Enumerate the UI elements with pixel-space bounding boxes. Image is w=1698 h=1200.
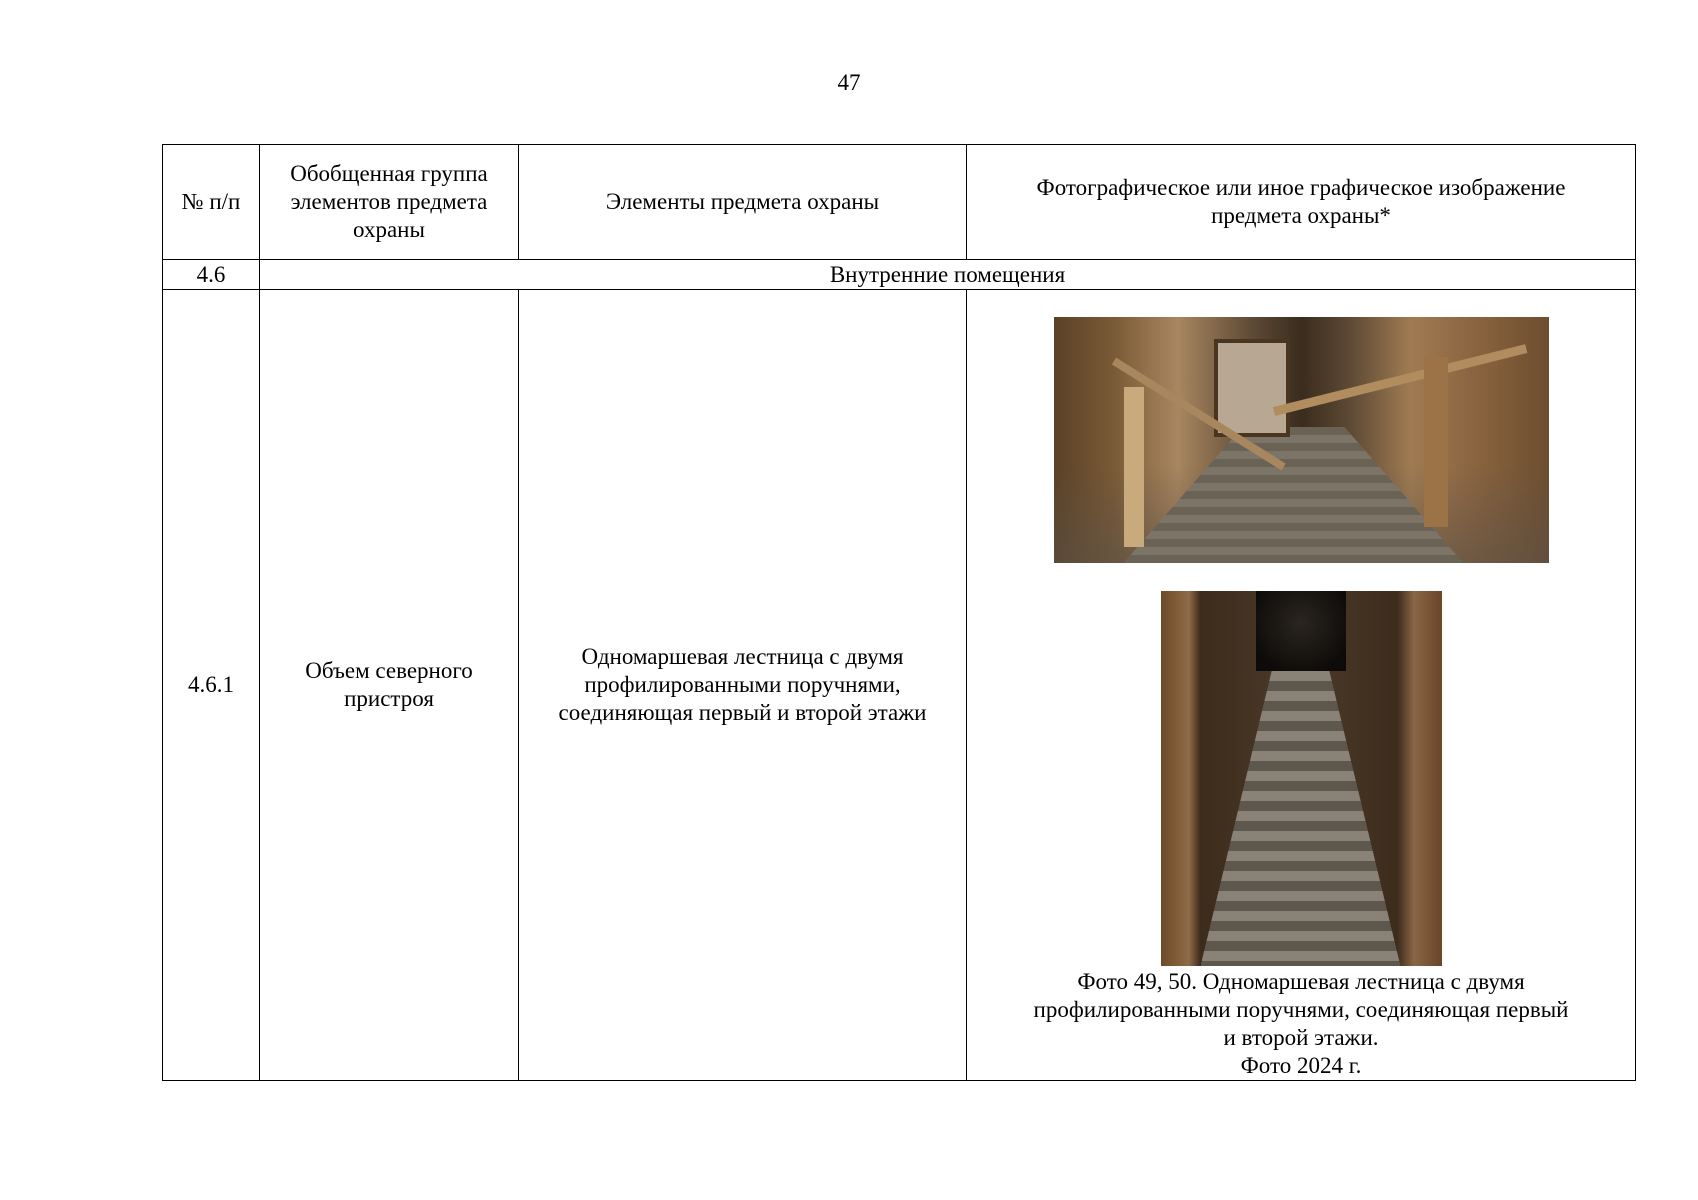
protection-elements-table	[162, 144, 1636, 1081]
section-number: 4.6	[163, 260, 260, 290]
header-group	[260, 145, 519, 260]
header-photo	[967, 145, 1636, 260]
caption-line: профилированными поручнями, соединяющая первый	[1033, 997, 1569, 1022]
section-row	[163, 260, 1636, 290]
section-title: Внутренние помещения	[260, 260, 1636, 290]
staircase-photo-top	[1054, 317, 1549, 563]
header-row	[163, 145, 1636, 260]
caption-line: Фото 2024 г.	[1240, 1053, 1362, 1078]
row-element-text: Одномаршевая лестница с двумя профилированными поручнями, соединяющая первый и второй этажи	[558, 644, 927, 725]
caption-line: и второй этажи.	[1223, 1025, 1379, 1050]
row-element	[519, 290, 967, 1081]
header-elements: Элементы предмета охраны	[519, 145, 967, 260]
header-number: № п/п	[163, 145, 260, 260]
page-number: 47	[837, 70, 861, 95]
header-group-text: Обобщенная группа элементов предмета охраны	[290, 161, 488, 242]
row-photo-cell	[967, 290, 1636, 1081]
header-photo-text: Фотографическое или иное графическое изображение предмета охраны*	[1036, 175, 1566, 228]
row-number: 4.6.1	[163, 290, 260, 1081]
caption-line: Фото 49, 50. Одномаршевая лестница с двумя	[1077, 969, 1525, 994]
row-group	[260, 290, 519, 1081]
photo-caption	[975, 968, 1627, 1080]
row-group-text: Объем северного пристроя	[305, 658, 473, 711]
staircase-photo-bottom	[1161, 591, 1442, 966]
table-row	[163, 290, 1636, 1081]
